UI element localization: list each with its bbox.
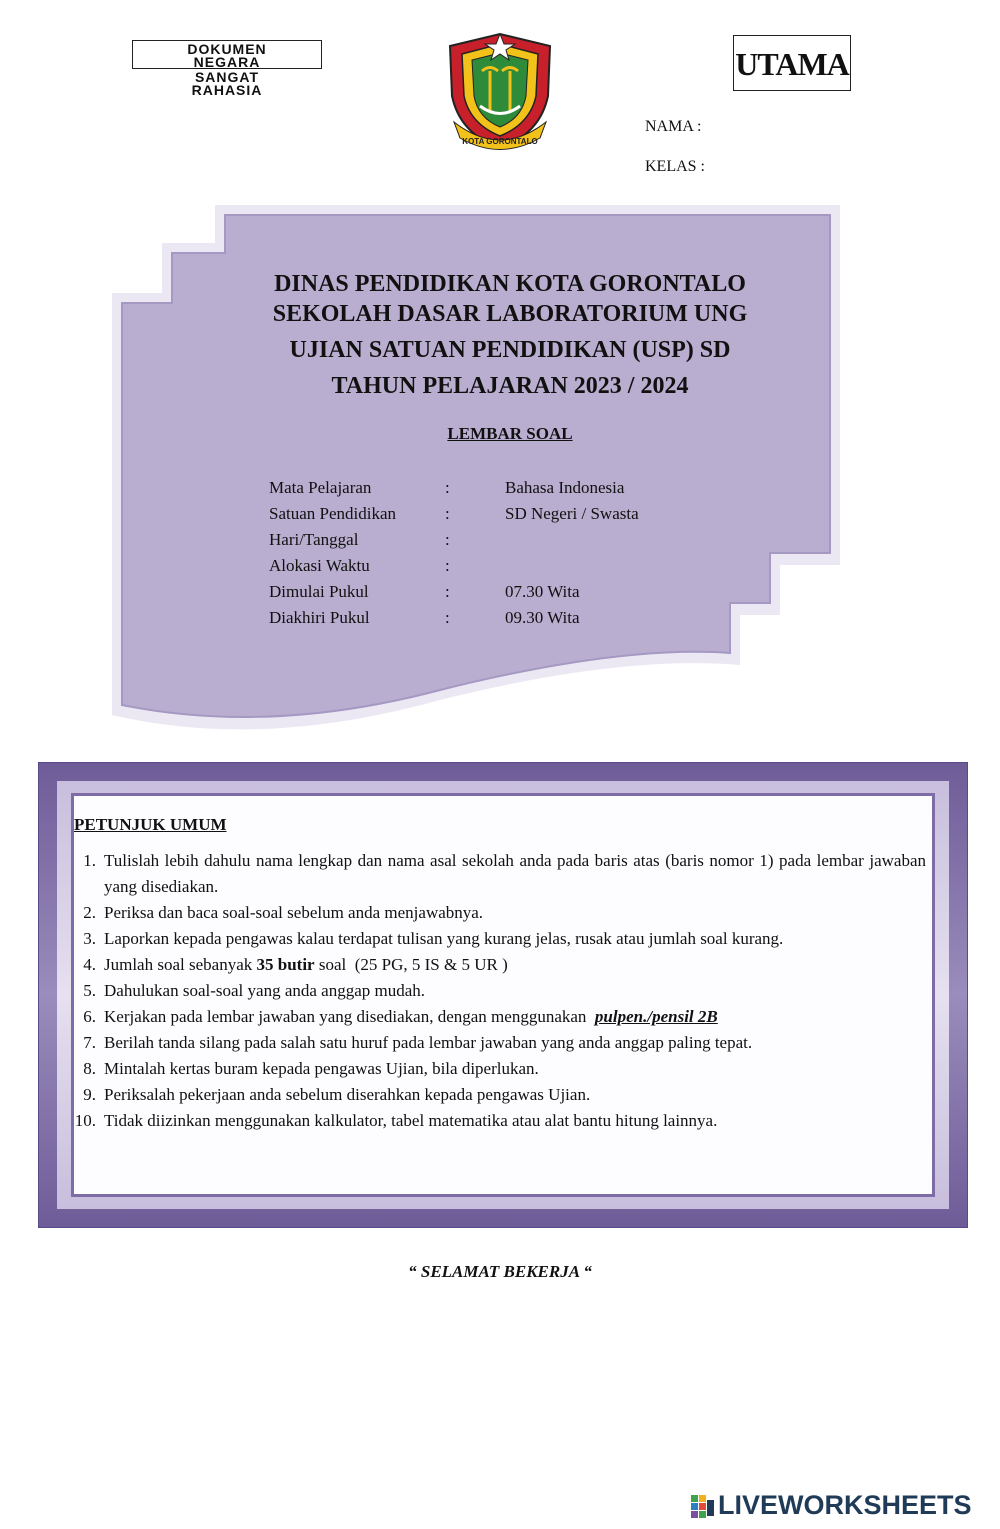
info-label: Alokasi Waktu xyxy=(269,556,370,575)
list-item xyxy=(66,1030,926,1056)
info-value: Bahasa Indonesia xyxy=(505,478,625,497)
banner-title-block xyxy=(200,268,820,402)
list-item xyxy=(66,1056,926,1082)
item-text: Laporkan kepada pengawas kalau terdapat tulisan yang kurang jelas, rusak atau jumlah soal kurang. xyxy=(104,929,784,948)
liveworksheets-logo-icon xyxy=(690,1494,716,1520)
item-number: 2. xyxy=(83,903,96,922)
item-text-pre: Jumlah soal sebanyak xyxy=(104,955,257,974)
list-item xyxy=(66,1108,926,1134)
item-text: Periksa dan baca soal-soal sebelum anda menjawabnya. xyxy=(104,903,484,922)
info-label: Satuan Pendidikan xyxy=(269,504,397,523)
banner-title-line: DINAS PENDIDIKAN KOTA GORONTALO xyxy=(274,271,746,297)
nama-label: NAMA : xyxy=(645,118,702,135)
info-colon: : xyxy=(445,556,450,575)
emblem-caption: KOTA GORONTALO xyxy=(462,137,538,146)
list-item xyxy=(66,978,926,1004)
lembar-soal-heading: LEMBAR SOAL xyxy=(447,424,573,443)
kota-gorontalo-emblem-icon xyxy=(440,26,560,156)
secret-document-stamp xyxy=(132,40,322,96)
kelas-label: KELAS : xyxy=(645,158,705,175)
item-text: Periksalah pekerjaan anda sebelum diserahkan kepada pengawas Ujian. xyxy=(104,1085,591,1104)
item-text: Tidak diizinkan menggunakan kalkulator, tabel matematika atau alat bantu hitung lainnya. xyxy=(104,1111,718,1130)
stamp-line: RAHASIA xyxy=(191,82,263,98)
item-number: 9. xyxy=(83,1085,96,1104)
petunjuk-umum-heading: PETUNJUK UMUM xyxy=(74,815,227,834)
banner-title-line: TAHUN PELAJARAN 2023 / 2024 xyxy=(331,373,689,399)
list-item xyxy=(66,848,926,900)
item-number: 7. xyxy=(83,1033,96,1052)
info-colon: : xyxy=(445,608,450,627)
info-label: Diakhiri Pukul xyxy=(269,608,370,627)
list-item xyxy=(66,1004,926,1030)
item-text-post: soal (25 PG, 5 IS & 5 UR ) xyxy=(314,955,508,974)
exam-type-badge: UTAMA xyxy=(733,35,851,91)
item-number: 5. xyxy=(83,981,96,1000)
list-item xyxy=(66,1082,926,1108)
banner-title-line: SEKOLAH DASAR LABORATORIUM UNG xyxy=(272,301,748,327)
item-text-pre: Kerjakan pada lembar jawaban yang disediakan, dengan menggunakan xyxy=(104,1007,595,1026)
item-number: 3. xyxy=(83,929,96,948)
list-item xyxy=(66,952,926,978)
item-text: Mintalah kertas buram kepada pengawas Ujian, bila diperlukan. xyxy=(104,1059,539,1078)
list-item xyxy=(66,900,926,926)
item-number: 1. xyxy=(83,851,96,870)
info-colon: : xyxy=(445,582,450,601)
item-number: 6. xyxy=(83,1007,96,1026)
info-colon: : xyxy=(445,504,450,523)
info-colon: : xyxy=(445,478,450,497)
item-text: Tulislah lebih dahulu nama lengkap dan nama asal sekolah anda pada baris atas (baris nomor 1) pada lembar jawaban yang disediakan. xyxy=(104,851,926,896)
stamp-line: SANGAT xyxy=(194,69,260,85)
banner-title-line: UJIAN SATUAN PENDIDIKAN (USP) SD xyxy=(289,337,731,363)
closing-greeting: “ SELAMAT BEKERJA “ xyxy=(408,1262,592,1281)
item-number: 8. xyxy=(83,1059,96,1078)
info-colon: : xyxy=(445,530,450,549)
stamp-line: NEGARA xyxy=(193,54,261,70)
liveworksheets-brand: LIVEWORKSHEETS xyxy=(718,1490,972,1520)
info-label: Dimulai Pukul xyxy=(269,582,369,601)
instruction-list xyxy=(66,848,926,1134)
info-label: Hari/Tanggal xyxy=(269,530,359,549)
info-value: 07.30 Wita xyxy=(505,582,580,601)
info-value: 09.30 Wita xyxy=(505,608,580,627)
info-label: Mata Pelajaran xyxy=(269,478,372,497)
list-item xyxy=(66,926,926,952)
stamp-line: DOKUMEN xyxy=(187,41,267,57)
item-text-emphasis: pulpen./pensil 2B xyxy=(594,1007,718,1026)
info-value: SD Negeri / Swasta xyxy=(505,504,639,523)
item-text: Berilah tanda silang pada salah satu huruf pada lembar jawaban yang anda anggap paling tepat. xyxy=(104,1033,753,1052)
item-text-bold: 35 butir xyxy=(256,955,315,974)
item-number: 10. xyxy=(74,1111,96,1130)
item-text: Dahulukan soal-soal yang anda anggap mudah. xyxy=(104,981,426,1000)
item-number: 4. xyxy=(83,955,96,974)
